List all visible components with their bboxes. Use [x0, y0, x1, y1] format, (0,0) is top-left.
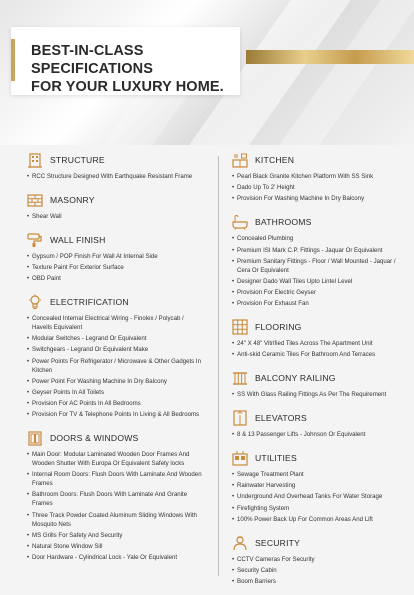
spec-item: • Firefighting System [232, 505, 402, 514]
spec-list [27, 451, 205, 563]
page-title: BEST-IN-CLASS SPECIFICATIONS FOR YOUR LUXURY HOME. [31, 43, 224, 95]
spec-item: • Internal Room Doors: Flush Doors With Laminate And Wooden Frames [27, 471, 205, 489]
section-title: UTILITIES [255, 453, 297, 464]
section-title: STRUCTURE [50, 155, 105, 165]
section-title: FLOORING [255, 322, 302, 333]
section-flooring [232, 317, 402, 360]
section-kitchen [232, 150, 402, 204]
section-heading [27, 150, 205, 170]
section-bathrooms [232, 212, 402, 309]
spec-list [27, 315, 205, 420]
floor-tiles-icon [232, 319, 248, 335]
spec-item: • Premium ISI Mark C.P. Fittings - Jaquar Or Equivalent [232, 247, 402, 256]
spec-item: • Provision For AC Points In All Bedrooms [27, 400, 205, 409]
light-bulb-icon [27, 294, 43, 310]
spec-item: • Provision For Exhaust Fan [232, 300, 402, 309]
section-title: ELEVATORS [255, 413, 307, 424]
section-title: BATHROOMS [255, 217, 312, 228]
utilities-icon [232, 450, 248, 466]
section-title: BALCONY RAILING [255, 373, 336, 384]
spec-item: • Concealed Internal Electrical Wiring - Finolex / Polycab / Havells Equivalent [27, 315, 205, 333]
section-heading [232, 448, 402, 468]
spec-item: • RCC Structure Designed With Earthquake Resistant Frame [27, 173, 205, 182]
section-heading [27, 292, 205, 312]
section-heading [232, 212, 402, 232]
security-guard-icon [232, 535, 248, 551]
section-title: ELECTRIFICATION [50, 297, 129, 308]
spec-item: • Dado Up To 2' Height [232, 184, 402, 193]
spec-item: • Shear Wall [27, 213, 205, 222]
spec-item: • Premium Sanitary Fittings - Floor / Wall Mounted - Jaquar / Cera Or Equivalent [232, 258, 402, 276]
spec-item: • Switchgears - Legrand Or Equivalent Make [27, 346, 205, 355]
spec-item: • Sewage Treatment Plant [232, 471, 402, 480]
column-divider [218, 156, 219, 576]
gold-accent-bar [246, 50, 414, 64]
section-heading [27, 428, 205, 448]
section-structure [27, 150, 205, 182]
spec-list [232, 235, 402, 309]
section-security [232, 533, 402, 587]
spec-item: • Provision For Electric Geyser [232, 289, 402, 298]
section-heading [232, 408, 402, 428]
spec-item: • Underground And Overhead Tanks For Water Storage [232, 493, 402, 502]
left-column [27, 150, 205, 571]
header-facet [102, 95, 187, 145]
spec-item: • Texture Paint For Exterior Surface [27, 264, 205, 273]
section-title: DOORS & WINDOWS [50, 433, 139, 444]
spec-item: • Anti-skid Ceramic Tiles For Bathroom And Terraces [232, 351, 402, 360]
kitchen-icon [232, 152, 248, 168]
spec-item: • Power Point For Washing Machine In Dry Balcony [27, 378, 205, 387]
spec-item: • MS Grills For Safety And Security [27, 532, 205, 541]
spec-list [27, 213, 205, 222]
section-utilities [232, 448, 402, 525]
spec-list [232, 173, 402, 204]
section-heading [232, 317, 402, 337]
title-gold-stripe [11, 39, 15, 81]
spec-list [232, 391, 402, 400]
spec-list [232, 471, 402, 525]
right-column [232, 150, 402, 595]
spec-item: • Rainwater Harvesting [232, 482, 402, 491]
spec-list [232, 556, 402, 587]
railing-icon [232, 370, 248, 386]
spec-item: • Natural Stone Window Sill [27, 543, 205, 552]
spec-item: • Provision For Washing Machine In Dry Balcony [232, 195, 402, 204]
spec-list [27, 253, 205, 284]
section-heading [232, 368, 402, 388]
section-masonry [27, 190, 205, 222]
spec-item: • Modular Switches - Legrand Or Equivalent [27, 335, 205, 344]
section-wall-finish [27, 230, 205, 284]
spec-item: • Pearl Black Granite Kitchen Platform With SS Sink [232, 173, 402, 182]
section-heading [27, 230, 205, 250]
building-icon [27, 152, 43, 168]
section-electrification [27, 292, 205, 420]
section-heading [232, 533, 402, 553]
spec-item: • Security Cabin [232, 567, 402, 576]
spec-item: • Main Door: Modular Laminated Wooden Door Frames And Wooden Shutter With Europa Or Equivalent Safety locks [27, 451, 205, 469]
spec-item: • Geyser Points In All Toilets [27, 389, 205, 398]
section-title: SECURITY [255, 537, 301, 548]
elevator-icon [232, 410, 248, 426]
section-balcony-railing [232, 368, 402, 400]
spec-item: • Boom Barriers [232, 578, 402, 587]
section-heading [232, 150, 402, 170]
spec-item: • Designer Dado Wall Tiles Upto Lintel Level [232, 278, 402, 287]
spec-item: • SS With Glass Railing Fittings As Per The Requirement [232, 391, 402, 400]
spec-list [232, 431, 402, 440]
spec-item: • Concealed Plumbing [232, 235, 402, 244]
spec-item: • 8 & 13 Passenger Lifts - Johnson Or Equivalent [232, 431, 402, 440]
section-doors-and-windows [27, 428, 205, 563]
spec-item: • 100% Power Back Up For Common Areas And Lift [232, 516, 402, 525]
spec-item: • Gypsum / POP Finish For Wall At Internal Side [27, 253, 205, 262]
bathtub-icon [232, 214, 248, 230]
section-title: MASONRY [50, 194, 95, 205]
paint-roller-icon [27, 232, 43, 248]
spec-item: • CCTV Cameras For Security [232, 556, 402, 565]
brick-wall-icon [27, 192, 43, 208]
spec-item: • Power Points For Refrigerator / Microwave & Other Gadgets In Kitchen [27, 358, 205, 376]
spec-item: • Provision For TV & Telephone Points In Living & All Bedrooms [27, 411, 205, 420]
spec-item: • 24" X 48" Vitrified Tiles Across The Apartment Unit [232, 340, 402, 349]
spec-list [27, 173, 205, 182]
spec-list [232, 340, 402, 360]
spec-item: • Three Track Powder Coated Aluminum Sliding Windows With Mosquito Nets [27, 512, 205, 530]
section-heading [27, 190, 205, 210]
spec-item: • Bathroom Doors: Flush Doors With Laminate And Granite Frames [27, 491, 205, 509]
spec-item: • Door Hardware - Cylindrical Lock - Yale Or Equivalent [27, 554, 205, 563]
section-title: KITCHEN [255, 155, 295, 165]
section-elevators [232, 408, 402, 440]
door-icon [27, 430, 43, 446]
title-box [11, 27, 240, 95]
spec-item: • OBD Paint [27, 275, 205, 284]
section-title: WALL FINISH [50, 234, 106, 245]
